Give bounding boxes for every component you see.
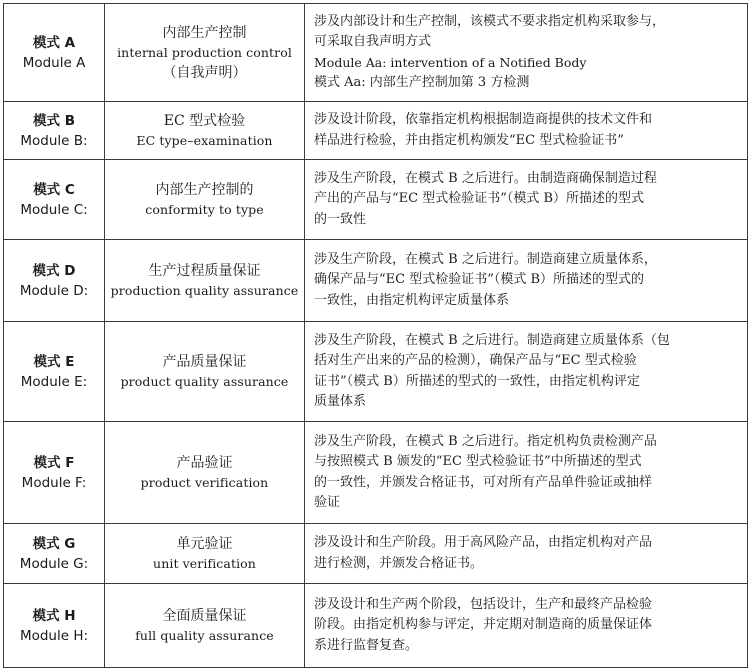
description-line: 的一致性，并颁发合格证书，可对所有产品单件验证或抽样 <box>314 474 653 490</box>
description-line: 验证 <box>314 495 341 510</box>
name-cell <box>105 322 305 422</box>
module-cn: 模式 F <box>33 454 75 471</box>
description-cell <box>305 584 748 668</box>
name-cell <box>105 160 305 240</box>
module-cn: 模式 B <box>33 112 75 129</box>
name-en: unit verification <box>153 555 256 571</box>
module-cn: 模式 H <box>32 607 76 624</box>
name-cell <box>105 584 305 668</box>
description-line: 涉及生产阶段，在模式 B 之后进行。由制造商确保制造过程 <box>314 170 657 186</box>
description-line: 样品进行检验，并由指定机构颁发“EC 型式检验证书” <box>314 132 624 148</box>
description-line: 涉及生产阶段，在模式 B 之后进行。指定机构负责检测产品 <box>314 433 657 449</box>
module-cell <box>4 4 105 102</box>
modules-table-container <box>3 3 747 667</box>
description-line: 与按照模式 B 颁发的“EC 型式检验证书”中所描述的型式 <box>314 454 642 469</box>
description-line: 涉及设计阶段，依靠指定机构根据制造商提供的技术文件和 <box>314 112 653 127</box>
module-cell <box>4 160 105 240</box>
module-cell <box>4 422 105 524</box>
table-row <box>4 322 748 422</box>
description-line: 涉及设计和生产阶段。用于高风险产品，由指定机构对产品 <box>314 535 653 550</box>
module-cell <box>4 322 105 422</box>
description-cell <box>305 240 748 322</box>
module-cell <box>4 102 105 160</box>
module-en: Module C: <box>20 201 88 218</box>
description-cell <box>305 422 748 524</box>
name-cn: 产品验证 <box>176 454 233 471</box>
description-line: 涉及内部设计和生产控制，该模式不要求指定机构采取参与， <box>314 13 666 29</box>
module-en: Module E: <box>20 373 88 390</box>
description-line: 系进行监督复查。 <box>314 637 419 653</box>
module-cn: 模式 A <box>32 34 76 51</box>
name-cell <box>105 524 305 584</box>
name-cn: EC 型式检验 <box>163 112 246 129</box>
name-cn: 内部生产控制 <box>162 24 247 41</box>
module-cell <box>4 584 105 668</box>
table-row <box>4 524 748 584</box>
name-en: internal production control <box>117 44 292 60</box>
description-cell <box>305 322 748 422</box>
description-cell <box>305 524 748 584</box>
description-line: 质量体系 <box>314 394 367 409</box>
module-en: Module G: <box>19 555 89 572</box>
description-line: 涉及生产阶段，在模式 B 之后进行。制造商建立质量体系（包 <box>314 332 670 348</box>
module-cn: 模式 G <box>32 535 76 552</box>
name-cn: 产品质量保证 <box>162 353 247 370</box>
name-cn: 生产过程质量保证 <box>148 262 261 279</box>
name-cn: 单元验证 <box>176 535 233 552</box>
table-row <box>4 102 748 160</box>
module-cn: 模式 C <box>33 181 75 198</box>
module-cell <box>4 240 105 322</box>
description-line: 涉及生产阶段，在模式 B 之后进行。制造商建立质量体系， <box>314 251 657 267</box>
module-cn: 模式 E <box>33 353 75 370</box>
description-line: 确保产品与“EC 型式检验证书”（模式 B）所描述的型式的 <box>314 272 645 288</box>
module-en: Module F: <box>21 474 87 491</box>
name-note: （自我声明） <box>162 64 247 81</box>
conformity-modules-table <box>3 3 748 668</box>
name-cell <box>105 240 305 322</box>
module-en: Module B: <box>20 132 88 149</box>
description-line: 证书”（模式 B）所描述的型式的一致性，由指定机构评定 <box>314 373 640 389</box>
description-cell <box>305 4 748 102</box>
description-line: 涉及设计和生产两个阶段，包括设计，生产和最终产品检验 <box>314 596 653 612</box>
module-cn: 模式 D <box>32 262 76 279</box>
description-line: 可采取自我声明方式 <box>314 34 432 49</box>
description-cell <box>305 102 748 160</box>
table-row <box>4 240 748 322</box>
name-cell <box>105 4 305 102</box>
name-cn: 全面质量保证 <box>162 607 247 624</box>
name-en: full quality assurance <box>135 627 274 643</box>
name-en: EC type–examination <box>136 132 273 148</box>
name-cell <box>105 422 305 524</box>
module-en: Module H: <box>19 627 89 644</box>
table-row <box>4 422 748 524</box>
name-en: production quality assurance <box>110 282 299 298</box>
module-en: Module A <box>22 54 86 71</box>
table-row <box>4 160 748 240</box>
description-line: 产出的产品与“EC 型式检验证书”（模式 B）所描述的型式 <box>314 191 645 207</box>
description-line: 模式 Aa: 内部生产控制加第 3 方检测 <box>314 75 530 90</box>
name-en: product quality assurance <box>120 373 289 389</box>
description-cell <box>305 160 748 240</box>
description-line: 的一致性 <box>314 211 367 227</box>
module-en: Module D: <box>19 282 89 299</box>
name-en: conformity to type <box>145 201 264 217</box>
description-line: Module Aa: intervention of a Notified Body <box>314 54 587 70</box>
table-row <box>4 584 748 668</box>
description-line: 括对生产出来的产品的检测），确保产品与“EC 型式检验 <box>314 353 637 368</box>
module-cell <box>4 524 105 584</box>
description-line: 一致性，由指定机构评定质量体系 <box>314 292 510 308</box>
description-line: 阶段。由指定机构参与评定，并定期对制造商的质量保证体 <box>314 617 653 633</box>
name-cn: 内部生产控制的 <box>155 181 254 198</box>
name-cell <box>105 102 305 160</box>
name-en: product verification <box>140 474 269 490</box>
table-row <box>4 4 748 102</box>
description-line: 进行检测，并颁发合格证书。 <box>314 555 484 571</box>
